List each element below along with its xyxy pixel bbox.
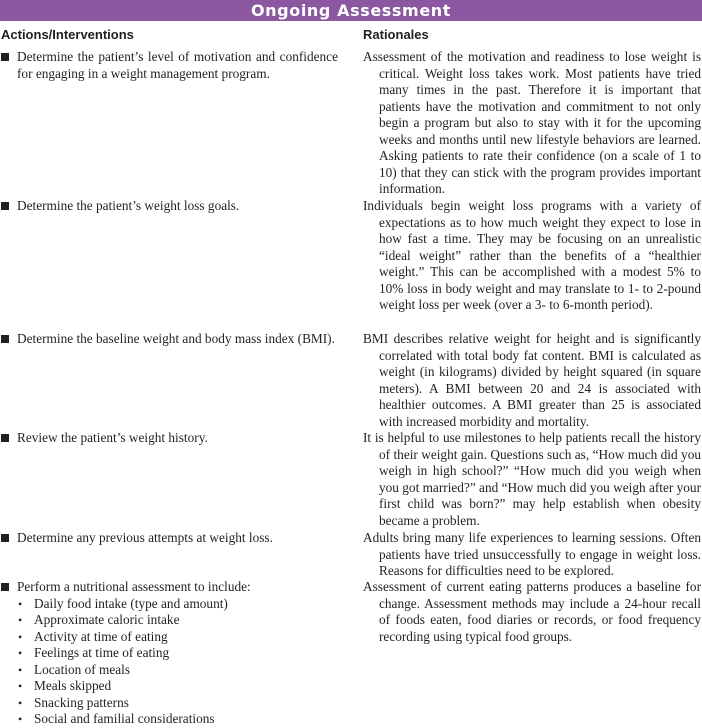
action-cell [1, 331, 338, 348]
list-item-text: Snacking patterns [34, 694, 129, 710]
dot-bullet-icon: • [18, 679, 23, 693]
dot-bullet-icon: • [18, 712, 23, 726]
action-cell [1, 49, 338, 82]
dot-bullet-icon: • [18, 695, 23, 710]
list-item [1, 711, 338, 728]
list-item-text: Feelings at time of eating [34, 645, 170, 660]
action-text: Determine the patient’s weight loss goals. [17, 198, 240, 213]
list-item-text: Meals skipped [34, 678, 112, 693]
action-cell [1, 579, 338, 728]
list-item [1, 695, 338, 712]
list-item-text: Approximate caloric intake [34, 612, 180, 627]
dot-bullet-icon: • [18, 662, 23, 677]
list-item-text: Activity at time of eating [34, 628, 168, 644]
list-item-text: Social and familial considerations [34, 711, 215, 726]
list-item [1, 678, 338, 695]
rationale-text: BMI describes relative weight for height and is significantly correlated with total body fat content. BMI is calculated as weight (in kilograms) divided by height squared (in square meters). A BMI between 20 and 24 is associated with healthier outcomes. A BMI greater than 25 is associated with increased morbidity and mortality. [363, 331, 701, 429]
list-item-text: Location of meals [34, 661, 130, 677]
action-text: Determine the patient’s level of motivation and confidence for engaging in a weight management program. [17, 49, 338, 81]
list-item [1, 662, 338, 679]
square-bullet-icon [1, 434, 9, 442]
action-text: Determine the baseline weight and body mass index (BMI). [17, 331, 335, 346]
square-bullet-icon [1, 202, 9, 210]
list-item [1, 629, 338, 646]
action-cell [1, 530, 338, 547]
list-item [1, 596, 338, 613]
section-banner: Ongoing Assessment [0, 0, 702, 21]
square-bullet-icon [1, 534, 9, 542]
list-item [1, 612, 338, 629]
rationale-text: It is helpful to use milestones to help patients recall the history of their weight gain. Questions such as, “How much did you weigh in high school?” “How much did you weigh when you got married?” and “How much did you weigh after your first child was born?” may help establish when obesity became a problem. [363, 430, 701, 528]
rationale-text: Assessment of current eating patterns produces a baseline for change. Assessment methods may include a 24-hour recall of foods eaten, food diaries or records, or food frequency recording using typical food groups. [363, 579, 701, 644]
square-bullet-icon [1, 335, 9, 343]
list-item-text: Daily food intake (type and amount) [34, 595, 228, 611]
dot-bullet-icon: • [18, 596, 23, 611]
action-cell [1, 430, 338, 447]
actions-column-header: Actions/Interventions [1, 27, 134, 42]
rationale-text: Adults bring many life experiences to learning sessions. Often patients have tried unsuccessfully to engage in weight loss. Reasons for difficulties need to be explored. [363, 530, 701, 578]
square-bullet-icon [1, 583, 9, 591]
action-text: Perform a nutritional assessment to include: [17, 579, 251, 594]
dot-bullet-icon: • [18, 629, 23, 644]
dot-bullet-icon: • [18, 613, 23, 627]
rationales-column-header: Rationales [363, 27, 429, 42]
rationale-text: Individuals begin weight loss programs with a variety of expectations as to how much weight they expect to lose in how fast a time. They may be focusing on an unrealistic “ideal weight” rather than the benefits of a “healthier weight.” This can be accomplished with a modest 5% to 10% loss in body weight and may translate to 1- to 2-pound weight loss per week (over a 3- to 6-month period). [363, 198, 701, 312]
action-text: Determine any previous attempts at weight loss. [17, 530, 273, 545]
nutritional-assessment-list [1, 596, 338, 728]
dot-bullet-icon: • [18, 646, 23, 660]
action-text: Review the patient’s weight history. [17, 430, 208, 445]
list-item [1, 645, 338, 662]
square-bullet-icon [1, 53, 9, 61]
rationale-text: Assessment of the motivation and readiness to lose weight is critical. Weight loss takes work. Most patients have tried many times in the past. Therefore it is important that patients have the motivation and commitment to not only begin a program but also to stay with it for the upcoming weeks and months until new lifestyle behaviors are learned. Asking patients to rate their confidence (on a scale of 1 to 10) that they can stick with the program provides important information. [363, 49, 701, 196]
action-cell [1, 198, 338, 215]
